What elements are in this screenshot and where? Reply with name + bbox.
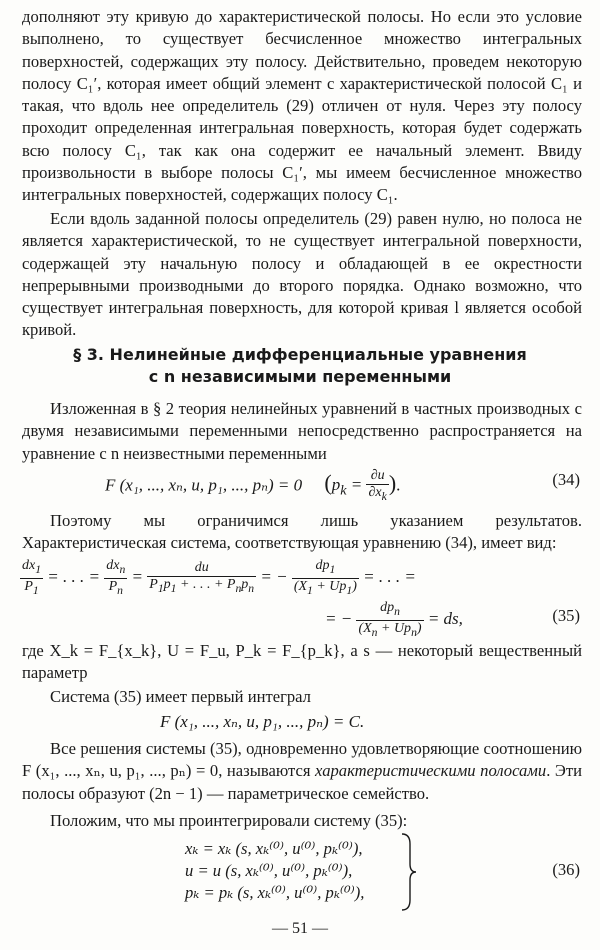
page-number: — 51 — — [272, 920, 328, 937]
section-heading-line-2: с n независимыми переменными — [148, 367, 452, 386]
equation-34: F (x₁, ..., xₙ, u, p₁, ..., pₙ) = 0 ($p_k$ = $\frac{\partial u}{\partial x_k}$ ). — [105, 468, 401, 503]
right-brace — [400, 832, 418, 912]
equation-36-number: (36) — [552, 860, 580, 879]
equation-36-line-3: pₖ = pₖ (s, xₖ⁽⁰⁾, u⁽⁰⁾, pₖ⁽⁰⁾), — [185, 883, 365, 902]
definition-term: характеристическими полосами — [315, 761, 547, 781]
paragraph-2: Если вдоль заданной полосы определитель (29) равен нулю, но полоса не является характеристической, то не существует интегральной поверхности, содержащей эту начальную полосу и обладающей в ее окрестности непрерывными производными до второго порядка. Однако возможно, что существует интегральная поверхность, для которой кривая l является особой кривой. — [22, 209, 582, 340]
equation-34-body: F (x₁, ..., xₙ, u, p₁, ..., pₙ) = 0 — [105, 475, 303, 495]
equation-35-number: (35) — [552, 606, 580, 625]
paragraph-first-integral: Система (35) имеет первый интеграл — [50, 687, 311, 706]
equation-35-line-2: = − $\frac{dp_n}{(X_n + Up_n)}$ = ds, — [325, 600, 463, 639]
paragraph-3: Изложенная в § 2 теория нелинейных уравнений в частных производных с двумя независимыми переменными непосредственно распространяется на уравнение с n неизвестными переменными — [22, 399, 582, 463]
paragraph-where: где X_k = F_{x_k}, U = F_u, P_k = F_{p_k}, а s — некоторый вещественный параметр — [22, 641, 582, 683]
equation-36-line-1: xₖ = xₖ (s, xₖ⁽⁰⁾, u⁽⁰⁾, pₖ⁽⁰⁾), — [185, 839, 363, 858]
section-heading-line-1: § 3. Нелинейные дифференциальные уравнения — [73, 345, 527, 364]
paragraph-5-post: . Эти полосы образуют (2n − 1) — параметрическое семейство. — [22, 761, 582, 803]
paragraph-5 — [22, 738, 582, 805]
equation-35-line-1: $\frac{dx_1}{P_1}$ = . . . = $\frac{dx_n}{P_n}$ = $\frac{du}{P_1p_1 + . . . + P_np_n}$ = − $\frac{dp_1}{(X_1 + Up_1)}$ = . . . = — [22, 558, 416, 597]
equation-36-system — [185, 838, 364, 904]
equation-first-integral: F (x₁, ..., xₙ, u, p₁, ..., pₙ) = C. — [160, 712, 365, 731]
paragraph-4: Поэтому мы ограничимся лишь указанием результатов. Характеристическая система, соответствующая уравнению (34), имеет вид: — [22, 511, 582, 553]
equation-36-line-2: u = u (s, xₖ⁽⁰⁾, u⁽⁰⁾, pₖ⁽⁰⁾), — [185, 861, 353, 880]
paragraph-5-pre: Все решения системы (35), одновременно удовлетворяющие соотношению F (x₁, ..., xₙ, u, p₁, ..., pₙ) = 0, называются — [22, 739, 582, 781]
paragraph-1: дополняют эту кривую до характеристической полосы. Но если это условие выполнено, то существует бесчисленное множество интегральных поверхностей, содержащих эту полосу. Действительно, проведем некоторую полосу C₁′, которая имеет общий элемент с характеристической полосой C₁ и такая, что вдоль нее определитель (29) отличен от нуля. Через эту полосу проходит определенная интегральная поверхность, которая будет содержать всю полосу C₁, так как она содержит ее начальный элемент. Ввиду произвольности в выборе полосы C₁′, мы имеем бесчисленное множество интегральных поверхностей, содержащих полосу C₁. — [22, 7, 582, 205]
paragraph-6: Положим, что мы проинтегрировали систему (35): — [50, 811, 408, 830]
equation-34-number: (34) — [552, 470, 580, 489]
